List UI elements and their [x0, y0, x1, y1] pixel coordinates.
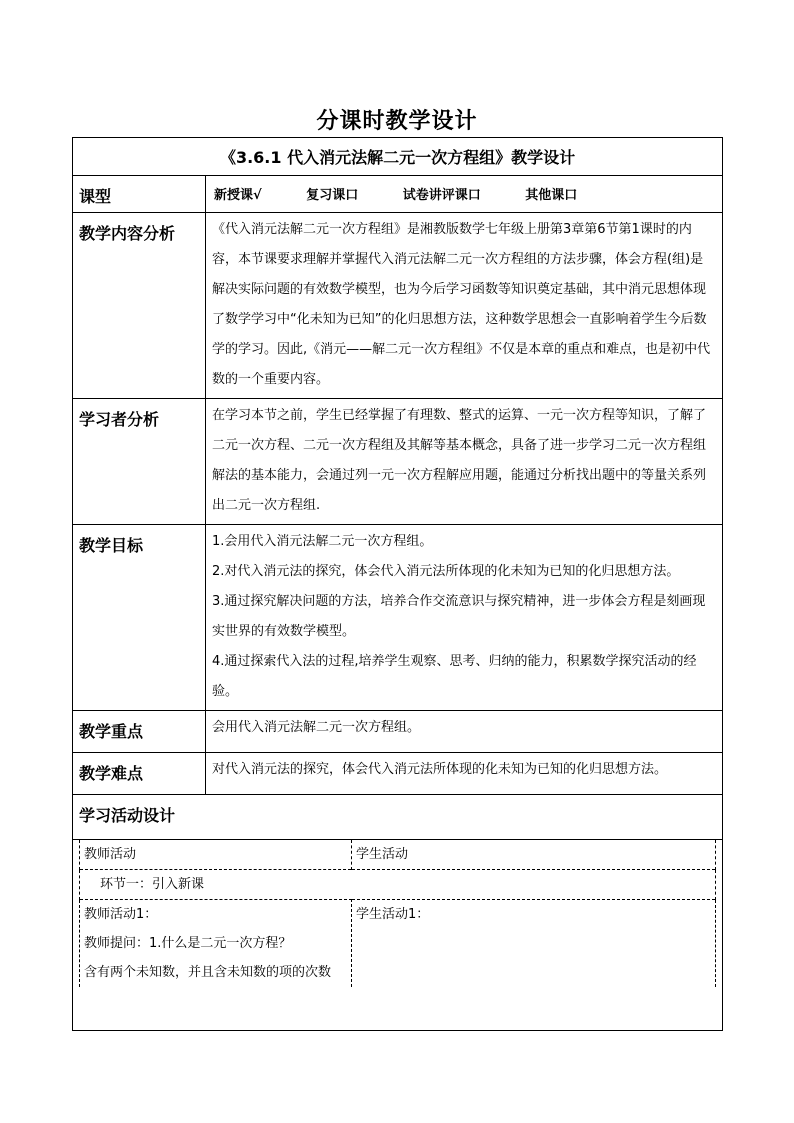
lesson-type-label: 课型 [73, 176, 206, 213]
objective-item: 3.通过探究解决问题的方法，培养合作交流意识与探究精神，进一步体会方程是刻画现实世界的有效数学模型。 [212, 594, 706, 639]
learner-analysis-text: 在学习本节之前，学生已经掌握了有理数、整式的运算、一元一次方程等知识，了解了二元一次方程、二元一次方程组及其解等基本概念，具备了进一步学习二元一次方程组解法的基本能力，会通过列一元一次方程解应用题，能通过分析找出题中的等量关系列出二元一次方程组. [206, 399, 723, 525]
learner-analysis-label: 学习者分析 [73, 399, 206, 525]
lesson-type-option: 复习课口 [306, 188, 359, 203]
objective-item: 1.会用代入消元法解二元一次方程组。 [212, 534, 433, 549]
teacher-question: 教师提问：1.什么是二元一次方程？ [84, 936, 292, 951]
objectives-list [206, 525, 723, 711]
teacher-activity-header: 教师活动 [80, 840, 352, 870]
activity-content-row [80, 900, 716, 988]
content-analysis-label: 教学内容分析 [73, 213, 206, 399]
lesson-type-row [73, 176, 723, 213]
activity-header-row [80, 840, 716, 870]
student-activity-title: 学生活动1： [356, 907, 430, 922]
objectives-row [73, 525, 723, 711]
difficulty-label: 教学难点 [73, 753, 206, 795]
activity-row [73, 840, 723, 1031]
caption-row [73, 138, 723, 176]
lesson-design-table [72, 137, 723, 1031]
table-caption: 《3.6.1 代入消元法解二元一次方程组》教学设计 [73, 138, 723, 176]
lesson-type-option: 其他课口 [525, 188, 578, 203]
page-title: 分课时教学设计 [316, 109, 478, 134]
key-point-label: 教学重点 [73, 711, 206, 753]
teacher-activity-title: 教师活动1： [84, 907, 158, 922]
teacher-answer: 含有两个未知数，并且含未知数的项的次数 [84, 965, 332, 980]
activity-table [79, 840, 716, 987]
objectives-label: 教学目标 [73, 525, 206, 711]
activity-container [73, 840, 723, 1031]
teacher-activity-cell [80, 900, 352, 988]
objective-item: 4.通过探索代入法的过程,培养学生观察、思考、归纳的能力，积累数学探究活动的经验。 [212, 654, 697, 699]
difficulty-row [73, 753, 723, 795]
student-activity-header: 学生活动 [352, 840, 716, 870]
stage-title: 环节一：引入新课 [80, 870, 716, 900]
learner-analysis-row [73, 399, 723, 525]
lesson-type-option: 试卷讲评课口 [402, 188, 481, 203]
activity-heading-row [73, 795, 723, 840]
stage-row [80, 870, 716, 900]
content-analysis-text: 《代入消元法解二元一次方程组》是湘教版数学七年级上册第3章第6节第1课时的内容，本节课要求理解并掌握代入消元法解二元一次方程组的方法步骤，体会方程(组)是解决实际问题的有效数学模型，也为今后学习函数等知识奠定基础，其中消元思想体现了数学学习中“化未知为已知”的化归思想方法，这种数学思想会一直影响着学生今后数学的学习。因此,《消元——解二元一次方程组》不仅是本章的重点和难点，也是初中代数的一个重要内容。 [206, 213, 723, 399]
difficulty-text: 对代入消元法的探究，体会代入消元法所体现的化未知为已知的化归思想方法。 [206, 753, 723, 795]
lesson-type-options [206, 176, 723, 213]
activity-design-heading: 学习活动设计 [73, 795, 723, 840]
student-activity-cell [352, 900, 716, 988]
content-analysis-row [73, 213, 723, 399]
objective-item: 2.对代入消元法的探究，体会代入消元法所体现的化未知为已知的化归思想方法。 [212, 564, 680, 579]
lesson-type-option: 新授课√ [214, 188, 262, 203]
key-point-row [73, 711, 723, 753]
key-point-text: 会用代入消元法解二元一次方程组。 [206, 711, 723, 753]
